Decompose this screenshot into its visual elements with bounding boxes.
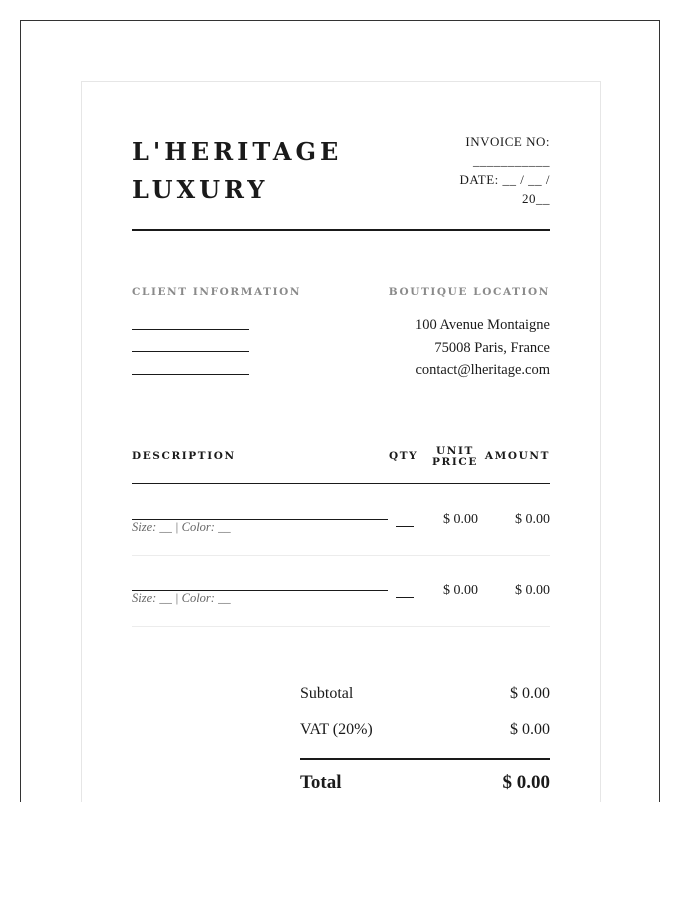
brand-line-1: L'HERITAGE: [132, 137, 343, 166]
date-field[interactable]: DATE: __ / __ /: [459, 172, 550, 187]
boutique-street: 100 Avenue Montaigne: [414, 317, 550, 333]
invoice-number-field[interactable]: ___________: [473, 153, 550, 168]
item-2-amount: $ 0.00: [515, 583, 550, 598]
item-1-unit-price: $ 0.00: [443, 512, 478, 527]
total-label: Total: [300, 772, 342, 793]
item-1-qty-field[interactable]: [396, 526, 414, 527]
brand-line-2: LUXURY: [132, 175, 269, 204]
boutique-city: 75008 Paris, France: [434, 339, 550, 356]
subtotal-value: $ 0.00: [510, 685, 550, 702]
column-unit-price-line-2: PRICE: [432, 456, 478, 468]
subtotal-label: Subtotal: [300, 685, 354, 702]
boutique-location-heading: BOUTIQUE LOCATION: [388, 286, 550, 298]
client-info-heading: CLIENT INFORMATION: [132, 286, 302, 298]
boutique-address: [415, 314, 550, 382]
totals-divider: [300, 758, 550, 760]
brand-logo-text: [132, 133, 342, 209]
total-value: $ 0.00: [502, 772, 550, 793]
item-1-amount: $ 0.00: [515, 512, 550, 527]
column-unit-price-line-1: UNIT: [436, 445, 474, 457]
table-header-divider: [132, 483, 550, 484]
column-unit-price: [430, 446, 480, 468]
row-divider-2: [132, 626, 550, 627]
item-2-unit-price: $ 0.00: [443, 583, 478, 598]
vat-value: $ 0.00: [510, 721, 550, 738]
date-year-field[interactable]: 20__: [522, 191, 550, 206]
client-field-line-3[interactable]: [132, 374, 249, 375]
boutique-email: contact@lheritage.com: [415, 362, 550, 378]
column-qty: QTY: [389, 450, 419, 462]
column-amount: AMOUNT: [484, 450, 550, 462]
invoice-meta: [410, 132, 550, 208]
invoice-number-label: INVOICE NO:: [465, 134, 550, 149]
item-2-variant: Size: __ | Color: __: [132, 591, 231, 605]
item-2-qty-field[interactable]: [396, 597, 414, 598]
client-field-line-1[interactable]: [132, 329, 249, 330]
client-field-line-2[interactable]: [132, 351, 249, 352]
vat-label: VAT (20%): [300, 721, 373, 738]
header-divider: [132, 229, 550, 231]
item-1-variant: Size: __ | Color: __: [132, 520, 231, 534]
column-description: DESCRIPTION: [132, 450, 236, 462]
row-divider-1: [132, 555, 550, 556]
